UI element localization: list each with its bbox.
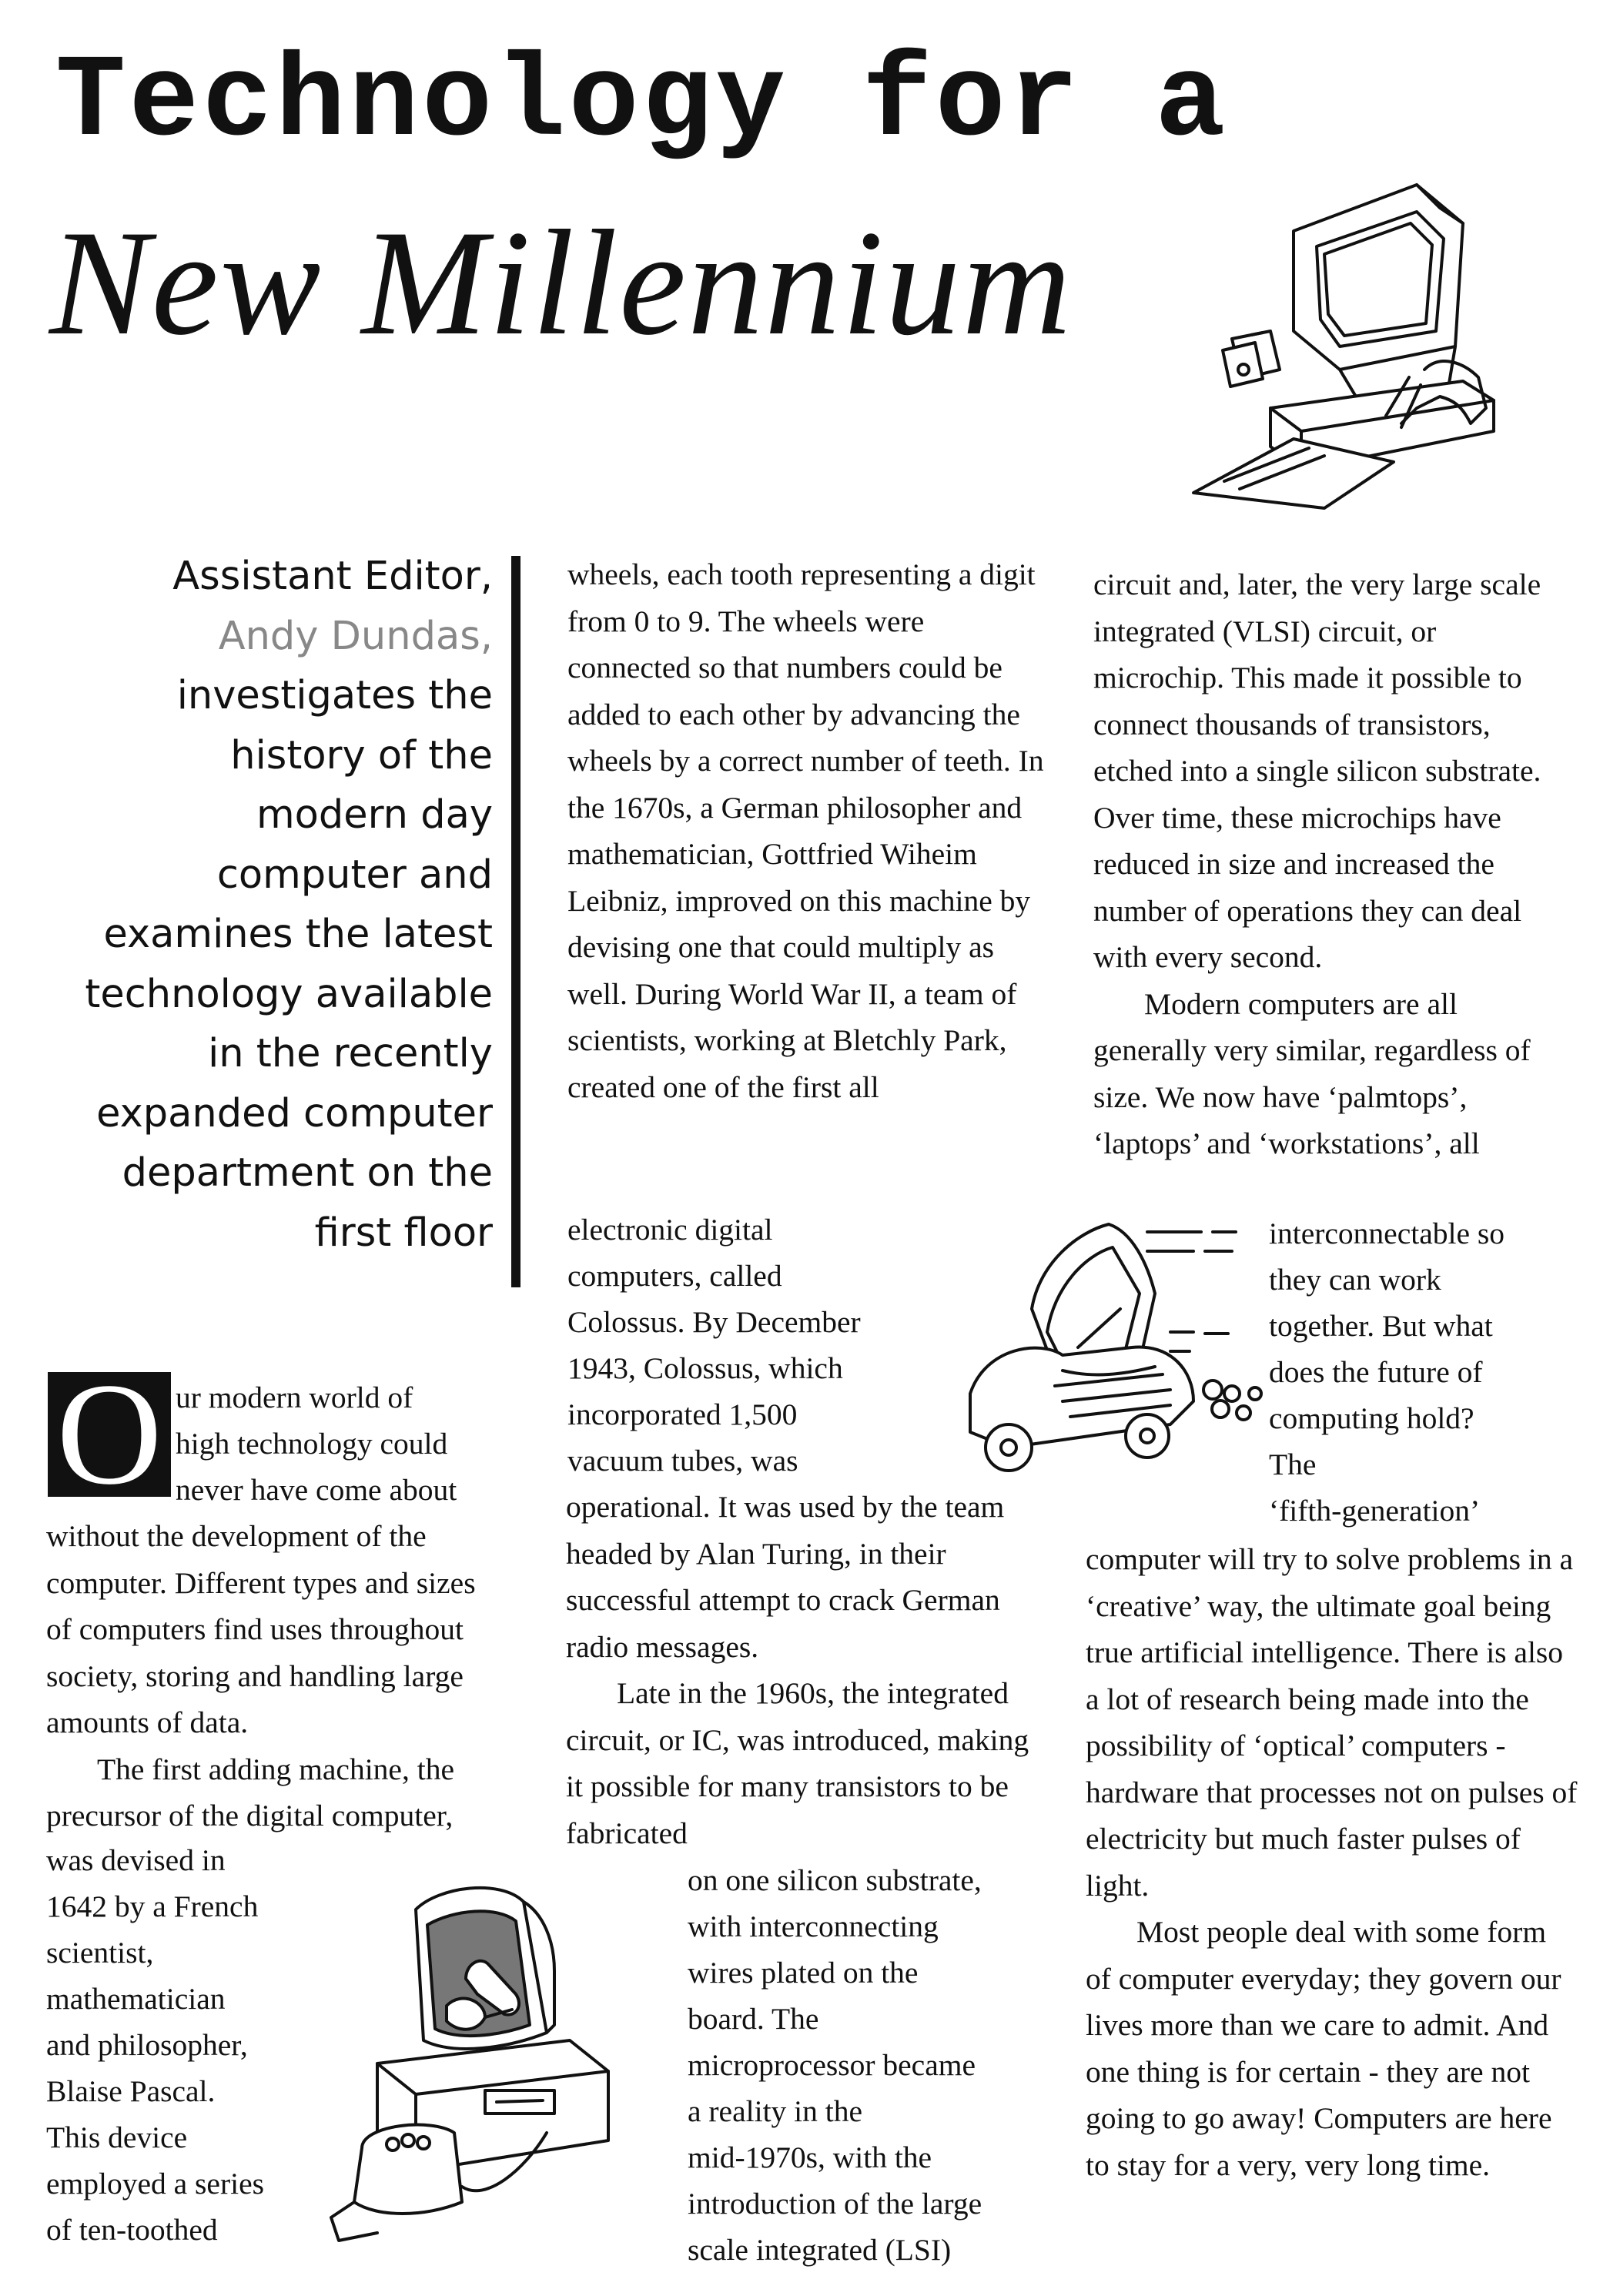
computer-with-hands-icon xyxy=(1209,177,1501,508)
column1-narrow-line: and philosopher, xyxy=(46,2028,248,2062)
column2-lower-line: with interconnecting xyxy=(688,1909,939,1943)
column2-narrow-line: vacuum tubes, was xyxy=(567,1444,798,1478)
column3-narrow-line: The xyxy=(1269,1448,1317,1481)
column1-wrap-line: high technology could xyxy=(176,1427,448,1461)
column3-paragraph-3: Most people deal with some form of computer everyday; they govern our lives more than we care to admit. And one thing is for certain - they are not going to go away! Computers are here to stay for a very, very long time. xyxy=(1086,1915,1561,2182)
column1-narrow-line: mathematician xyxy=(46,1982,226,2016)
column1-narrow-line: was devised in xyxy=(46,1843,226,1877)
standfirst-line: examines the latest xyxy=(103,912,493,957)
column3-narrow-line: does the future of xyxy=(1269,1355,1483,1389)
column1-narrow-line: employed a series xyxy=(46,2167,264,2201)
column1-narrow-line: 1642 by a French xyxy=(46,1889,259,1923)
column1-wrap-line: ur modern world of xyxy=(176,1381,413,1414)
column2-narrow-line: 1943, Colossus, which xyxy=(567,1351,843,1385)
column2-lower-line: board. The xyxy=(688,2002,819,2036)
column2-lower-line: wires plated on the xyxy=(688,1956,919,1990)
column1-narrow-line: Blaise Pascal. xyxy=(46,2074,216,2108)
column3-narrow-line: interconnectable so xyxy=(1269,1217,1505,1250)
column3-body-continued xyxy=(1086,1536,1578,2188)
standfirst-role: Assistant Editor, xyxy=(172,554,493,599)
column3-body xyxy=(1093,561,1571,1167)
column2-lower-line: on one silicon substrate, xyxy=(688,1863,982,1897)
column2-lower-line: mid-1970s, with the xyxy=(688,2140,932,2174)
column3-narrow-line: together. But what xyxy=(1269,1309,1493,1343)
standfirst-rule xyxy=(511,556,520,1287)
standfirst-line: modern day xyxy=(256,792,493,838)
column1-narrow-line: of ten-toothed xyxy=(46,2213,218,2247)
column3-paragraph-1: circuit and, later, the very large scale integrated (VLSI) circuit, or microchip. This made it possible to connect thousands of transistors, etched into a single silicon substrate. Over time, these microchips have reduced in size and increased the number of operations they can deal with every second. xyxy=(1093,567,1541,974)
standfirst-line: first floor xyxy=(314,1210,493,1256)
title-line-1: Technology for a xyxy=(55,36,1229,169)
column2-narrow-line: computers, called xyxy=(567,1259,782,1293)
column2-narrow-line: incorporated 1,500 xyxy=(567,1397,798,1431)
standfirst-line: computer and xyxy=(216,852,493,898)
column2-paragraph-2: Late in the 1960s, the integrated circuit, or IC, was introduced, making it possible for many transistors to be fabricated xyxy=(566,1676,1029,1850)
standfirst-line: in the recently xyxy=(208,1031,493,1076)
standfirst-line: expanded computer xyxy=(96,1090,493,1136)
column3-narrow-line: ‘fifth-generation’ xyxy=(1269,1494,1481,1528)
standfirst-line: technology available xyxy=(85,971,493,1017)
column2-lower-line: scale integrated (LSI) xyxy=(688,2233,952,2267)
standfirst xyxy=(31,547,493,1263)
column3-narrow-line: computing hold? xyxy=(1269,1401,1474,1435)
column2-lower-line: microprocessor became xyxy=(688,2048,976,2082)
column1-paragraph-2: The first adding machine, the precursor of the digital computer, xyxy=(46,1752,454,1832)
column1-narrow-line: scientist, xyxy=(46,1936,154,1970)
computer-telephone-icon xyxy=(331,1879,639,2241)
column3-paragraph-2: Modern computers are all generally very similar, regardless of size. We now have ‘palmtops’, ‘laptops’ and ‘workstations’, all xyxy=(1093,986,1531,1160)
column3-paragraph-2-end: computer will try to solve problems in a ‘creative’ way, the ultimate goal being true artificial intelligence. There is also a lot of research being made into the possibility of ‘optical’ computers - hardware that processes not on pulses of electricity but much faster pulses of light. xyxy=(1086,1542,1578,1903)
column2-lower-line: a reality in the xyxy=(688,2094,863,2128)
column2-narrow-line: Colossus. By December xyxy=(567,1305,861,1339)
column1-narrow-line: This device xyxy=(46,2120,188,2154)
drop-cap: O xyxy=(48,1372,171,1497)
column2-lower-line: introduction of the large xyxy=(688,2187,982,2221)
column1-body xyxy=(46,1513,508,1839)
standfirst-line: investigates the xyxy=(176,673,493,718)
column2-body-continued xyxy=(566,1484,1051,1856)
column2-paragraph-1-end: operational. It was used by the team headed by Alan Turing, in their successful attempt to crack German radio messages. xyxy=(566,1490,1005,1664)
standfirst-line: department on the xyxy=(122,1150,493,1196)
column1-paragraph-1: without the development of the computer. Different types and sizes of computers find uses throughout society, storing and handling large amounts of data. xyxy=(46,1519,476,1739)
column2-paragraph-1: wheels, each tooth representing a digit from 0 to 9. The wheels were connected so that numbers could be added to each other by advancing the wheels by a correct number of teeth. In the 1670s, a German philosopher and mathematician, Gottfried Wiheim Leibniz, improved on this machine by devising one that could multiply as well. During World War II, a team of scientists, working at Bletchly Park, created one of the first all xyxy=(567,557,1044,1104)
column3-narrow-line: they can work xyxy=(1269,1263,1441,1297)
computer-car-icon xyxy=(939,1217,1270,1478)
title-line-2: New Millennium xyxy=(49,199,1073,366)
column1-wrap-line: never have come about xyxy=(176,1473,457,1507)
standfirst-line: history of the xyxy=(230,732,493,778)
column2-body xyxy=(567,551,1053,1110)
column2-narrow-line: electronic digital xyxy=(567,1213,773,1247)
standfirst-author: Andy Dundas, xyxy=(218,613,493,659)
